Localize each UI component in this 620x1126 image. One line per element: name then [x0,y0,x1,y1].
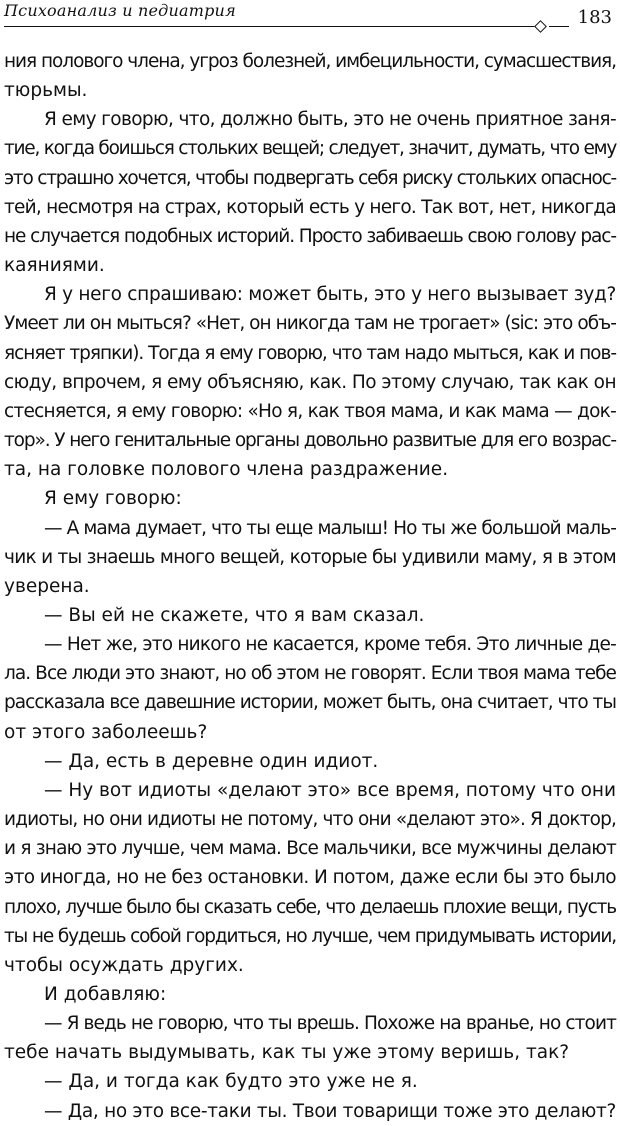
text-line: стесняется, я ему говорю: «Но я, как твоя мама, и как мама — док- [4,400,616,422]
text-line: — Да, но это все-таки ты. Твои товарищи тоже это делают? [44,1100,616,1122]
text-line: уверена. [4,575,90,597]
text-line: — Ну вот идиоты «делают это» все время, потому что они [44,779,616,801]
text-line: — Я ведь не говорю, что ты врешь. Похоже на вранье, но стоит [44,1013,616,1035]
text-line: Умеет ли он мыться? «Нет, он никогда там не трогает» (sic: это объ- [4,313,616,335]
body-text [4,47,616,1126]
text-line: плохо, лучше было бы сказать себе, что делаешь плохие вещи, пусть [4,896,616,918]
text-line: идиоты, но они идиоты не потому, что они «делают это». Я доктор, [4,809,616,831]
rule-diamond-ornament [534,20,547,33]
text-line: сюду, впрочем, я ему объясняю, как. По этому случаю, так как он [4,371,616,393]
text-line: чтобы осуждать других. [4,954,244,976]
text-line: та, на головке полового члена раздражение. [4,459,449,481]
running-title: Психоанализ и педиатрия [4,1,236,20]
text-line: — Нет же, это никого не касается, кроме тебя. Это личные де- [44,634,616,656]
text-line: не случается подобных историй. Просто забиваешь свою голову рас- [4,225,616,247]
header-rule-tail [549,26,569,27]
text-line: — А мама думает, что ты еще малыш! Но ты же большой маль- [44,517,617,539]
text-line: тор». У него генитальные органы довольно развитые для его возрас- [4,430,616,452]
text-line: тюрьмы. [4,80,88,102]
text-line: — Да, есть в деревне один идиот. [44,750,379,772]
text-line: — Да, и тогда как будто это уже не я. [44,1071,418,1093]
page-number: 183 [577,7,612,28]
text-line: ты не будешь собой гордиться, но лучше, чем придумывать истории, [4,925,617,947]
text-line: рассказала все давешние истории, может быть, она считает, что ты [4,692,616,714]
page-header [4,0,616,34]
text-line: это иногда, но не без остановки. И потом, даже если бы это было [4,867,617,889]
text-line: каяниями. [4,255,105,277]
text-line: Я ему говорю: [44,488,182,510]
text-line: ла. Все люди это знают, но об этом не говорят. Если твоя мама тебе [4,663,616,685]
header-rule [4,26,536,27]
text-line: и я знаю это лучше, чем мама. Все мальчики, все мужчины делают [4,838,616,860]
text-line: это страшно хочется, чтобы подвергать себя риску стольких опаснос- [4,167,616,189]
text-line: ясняет тряпки). Тогда я ему говорю, что там надо мыться, как и пов- [4,342,616,364]
text-line: Я у него спрашиваю: может быть, это у него вызывает зуд? [44,284,616,306]
text-line: Я ему говорю, что, должно быть, это не очень приятное заня- [44,109,616,131]
text-line: тей, несмотря на страх, который есть у него. Так вот, нет, никогда [4,196,617,218]
text-line: тие, когда боишься стольких вещей; следует, значит, думать, что ему [4,138,617,160]
text-line: И добавляю: [44,984,167,1005]
text-line: — Вы ей не скажете, что я вам сказал. [44,604,425,626]
text-line: от этого заболеешь? [4,721,208,743]
text-line: ния полового члена, угроз болезней, имбецильности, сумасшествия, [4,51,616,72]
text-line: тебе начать выдумывать, как ты уже этому веришь, так? [4,1042,570,1064]
text-line: чик и ты знаешь много вещей, которые бы удивили маму, я в этом [4,546,616,568]
